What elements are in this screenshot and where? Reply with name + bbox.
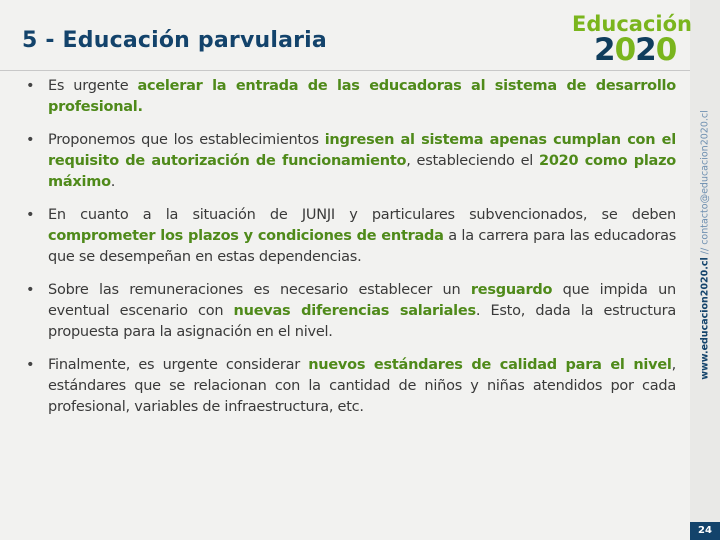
header-divider <box>0 70 690 71</box>
slide-title: 5 - Educación parvularia <box>22 28 327 53</box>
logo-word: Educación <box>572 12 692 36</box>
website-url: www.educacion2020.cl <box>699 257 711 380</box>
contact-email: contacto@educacion2020.cl <box>699 110 711 245</box>
bullet-dot: • <box>26 132 35 148</box>
logo-year: 2020 <box>594 32 677 68</box>
bullet-item: • Proponemos que los establecimientos ingresen al sistema apenas cumplan con el requisito de autorización de funcionamiento, estableciendo el 2020 como plazo máximo. <box>26 132 676 190</box>
bullet-dot: • <box>26 207 35 223</box>
bullet-dot: • <box>26 357 35 373</box>
educacion-2020-logo <box>566 12 692 68</box>
bullet-item: • En cuanto a la situación de JUNJI y particulares subvencionados, se deben comprometer los plazos y condiciones de entrada a la carrera para las educadoras que se desempeñan en estas dependencias. <box>26 207 677 265</box>
bullet-dot: • <box>26 78 35 94</box>
vertical-website-text: www.educacion2020.cl // contacto@educacion2020.cl <box>699 110 711 380</box>
bullet-item: • Es urgente acelerar la entrada de las educadoras al sistema de desarrollo profesional. <box>26 78 676 115</box>
bullet-dot: • <box>26 282 35 298</box>
bullet-list <box>18 76 676 430</box>
bullet-item: • Sobre las remuneraciones es necesario establecer un resguardo que impida un eventual escenario con nuevas diferencias salariales. Esto, dada la estructura propuesta para la asignación en el nivel. <box>26 282 676 340</box>
bullet-item: • Finalmente, es urgente considerar nuevos estándares de calidad para el nivel, estándares que se relacionan con la cantidad de niños y niñas atendidos por cada profesional, variables de infraestructura, etc. <box>26 357 676 415</box>
page-number: 24 <box>690 522 720 540</box>
